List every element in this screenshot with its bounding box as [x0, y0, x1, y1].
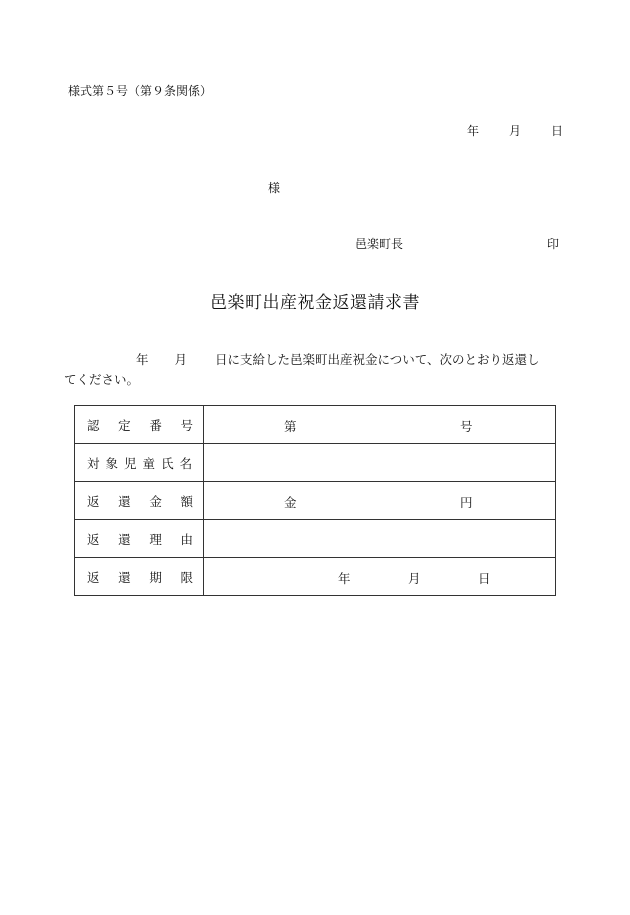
value-prefix: 第	[284, 419, 297, 434]
value-cell[interactable]	[204, 520, 556, 558]
table-row	[75, 482, 556, 520]
table-row	[75, 406, 556, 444]
table-row	[75, 558, 556, 596]
label-char: 返	[87, 531, 100, 547]
label-char: 番	[149, 417, 162, 433]
label-char: 還	[118, 493, 131, 509]
label-char: 還	[118, 569, 131, 585]
label-char: 還	[118, 531, 131, 547]
label-cell	[75, 482, 204, 520]
label-char: 定	[118, 417, 131, 433]
label-char: 対	[87, 455, 100, 471]
label-char: 由	[180, 531, 193, 547]
label-char: 理	[149, 531, 162, 547]
form-number: 様式第５号（第９条関係）	[68, 84, 213, 98]
label-char: 額	[180, 493, 193, 509]
value-suffix: 円	[460, 495, 473, 510]
label-char: 限	[180, 569, 193, 585]
table-row	[75, 444, 556, 482]
label-char: 児	[124, 455, 137, 471]
label-char: 認	[87, 417, 100, 433]
seal-mark: 印	[547, 237, 560, 251]
value-prefix: 金	[284, 495, 297, 510]
label-cell	[75, 520, 204, 558]
table-row	[75, 520, 556, 558]
label-cell	[75, 558, 204, 596]
addressee-suffix: 様	[268, 181, 281, 195]
label-cell	[75, 406, 204, 444]
body-rest: 日に支給した邑楽町出産祝金について、次のとおり返還し	[215, 352, 540, 367]
date-day: 日	[551, 124, 564, 138]
request-table	[74, 405, 556, 596]
label-char: 返	[87, 569, 100, 585]
label-char: 名	[179, 455, 193, 471]
date-year: 年	[467, 124, 480, 138]
label-char: 返	[87, 493, 100, 509]
deadline-year: 年	[338, 571, 351, 586]
label-char: 氏	[161, 455, 174, 471]
label-char: 金	[149, 493, 162, 509]
label-char: 童	[142, 455, 156, 471]
value-cell[interactable]	[204, 444, 556, 482]
value-suffix: 号	[460, 419, 473, 434]
body-month: 月	[174, 352, 188, 367]
value-cell[interactable]	[204, 482, 556, 520]
label-char: 号	[180, 417, 193, 433]
deadline-month: 月	[408, 571, 421, 586]
label-char: 象	[105, 455, 119, 471]
issuer-name: 邑楽町長	[355, 237, 404, 251]
value-cell[interactable]	[204, 406, 556, 444]
body-year: 年	[136, 352, 149, 367]
label-char: 期	[149, 569, 162, 585]
body-continuation: てください。	[64, 372, 140, 387]
date-line	[467, 122, 563, 139]
document-title: 邑楽町出産祝金返還請求書	[210, 293, 420, 313]
body-paragraph	[64, 350, 564, 390]
label-cell	[75, 444, 204, 482]
value-cell[interactable]	[204, 558, 556, 596]
date-month: 月	[509, 124, 522, 138]
deadline-day: 日	[478, 571, 491, 586]
